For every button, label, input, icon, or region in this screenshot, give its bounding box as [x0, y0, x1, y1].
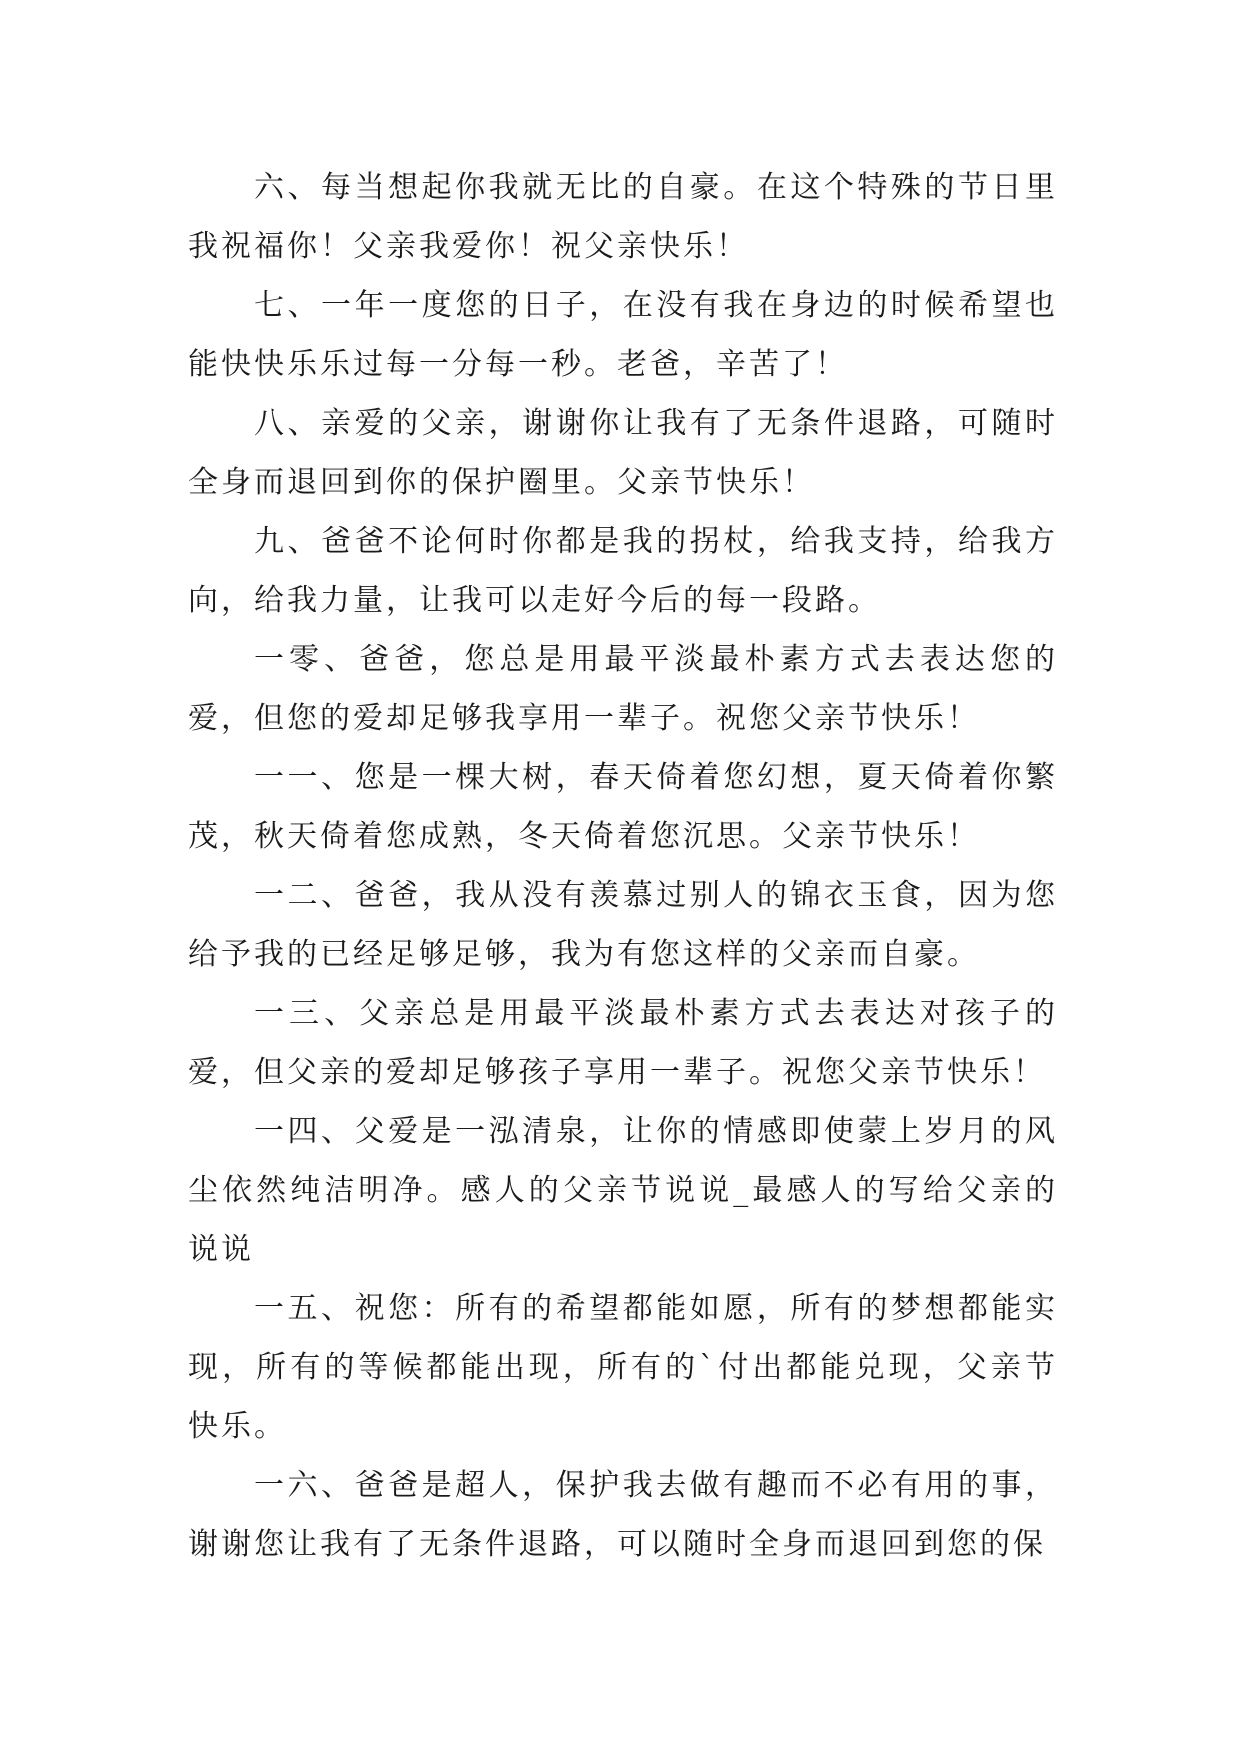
paragraph-16: 一六、爸爸是超人，保护我去做有趣而不必有用的事，谢谢您让我有了无条件退路，可以随时全身而退回到您的保 [188, 1468, 1058, 1562]
paragraph-14: 一四、父爱是一泓清泉，让你的情感即使蒙上岁月的风尘依然纯洁明净。感人的父亲节说说_最感人的写给父亲的说说 [188, 1114, 1058, 1267]
paragraph-6: 六、每当想起你我就无比的自豪。在这个特殊的节日里我祝福你！父亲我爱你！祝父亲快乐！ [188, 170, 1058, 264]
paragraph-10: 一零、爸爸，您总是用最平淡最朴素方式去表达您的爱，但您的爱却足够我享用一辈子。祝您父亲节快乐！ [188, 642, 1058, 736]
paragraph-11: 一一、您是一棵大树，春天倚着您幻想，夏天倚着你繁茂，秋天倚着您成熟，冬天倚着您沉思。父亲节快乐！ [188, 760, 1058, 854]
paragraph-9: 九、爸爸不论何时你都是我的拐杖，给我支持，给我方向，给我力量，让我可以走好今后的每一段路。 [188, 524, 1058, 618]
paragraph-15: 一五、祝您：所有的希望都能如愿，所有的梦想都能实现，所有的等候都能出现，所有的`付出都能兑现，父亲节快乐。 [188, 1291, 1058, 1444]
paragraph-7: 七、一年一度您的日子，在没有我在身边的时候希望也能快快乐乐过每一分每一秒。老爸，辛苦了！ [188, 288, 1058, 382]
paragraph-13: 一三、父亲总是用最平淡最朴素方式去表达对孩子的爱，但父亲的爱却足够孩子享用一辈子。祝您父亲节快乐！ [188, 996, 1058, 1090]
paragraph-8: 八、亲爱的父亲，谢谢你让我有了无条件退路，可随时全身而退回到你的保护圈里。父亲节快乐！ [188, 406, 1058, 500]
paragraph-12: 一二、爸爸，我从没有羡慕过别人的锦衣玉食，因为您给予我的已经足够足够，我为有您这样的父亲而自豪。 [188, 878, 1058, 972]
document-body [188, 158, 1058, 1574]
